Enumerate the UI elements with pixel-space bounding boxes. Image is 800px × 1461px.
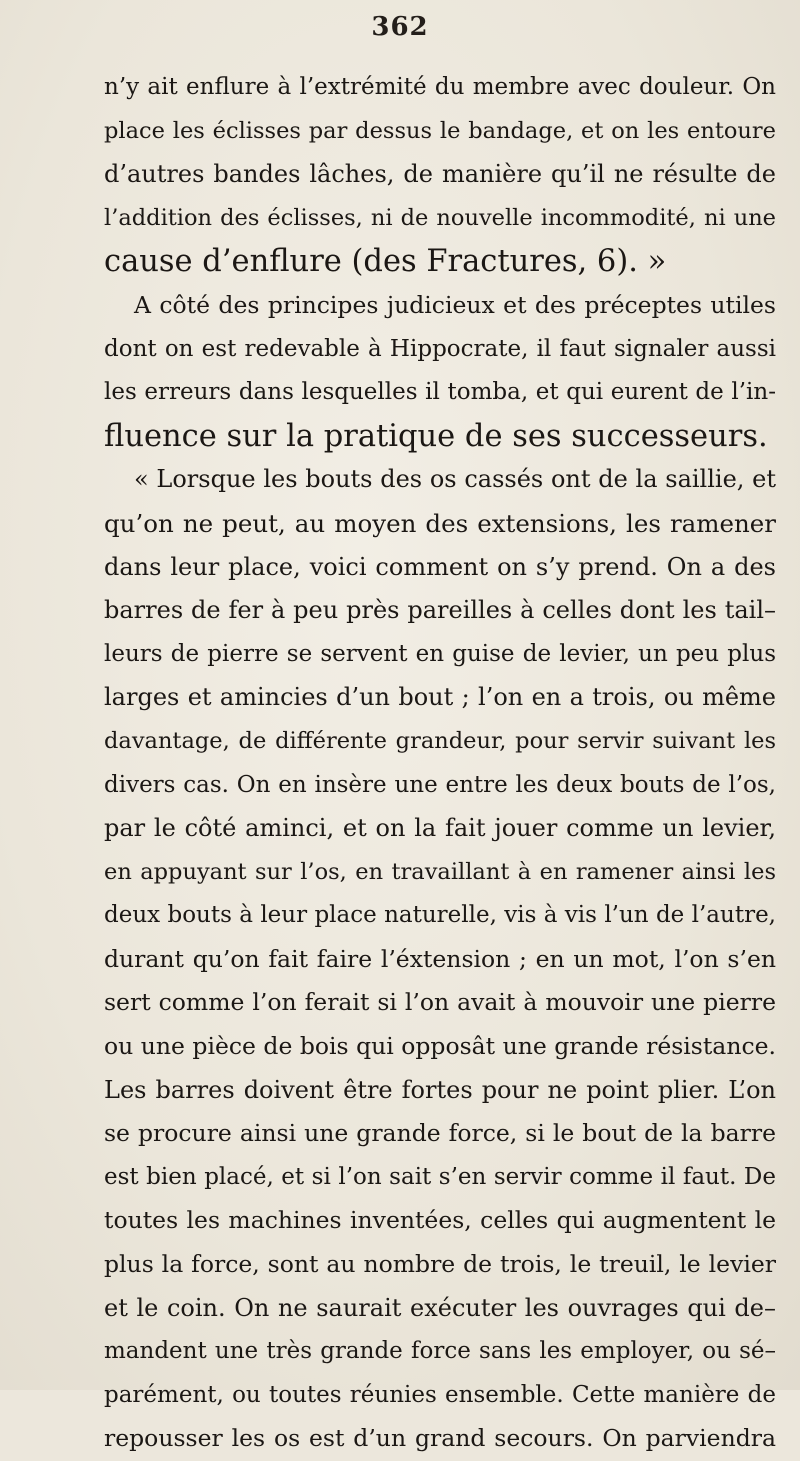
text-line: barres de fer à peu près pareilles à celles dont les tail– [104, 596, 776, 625]
text-line: fluence sur la pratique de ses successeurs. [104, 418, 768, 454]
text-line: se procure ainsi une grande force, si le bout de la barre [104, 1119, 776, 1148]
text-line: divers cas. On en insère une entre les deux bouts de l’os, [104, 771, 776, 798]
text-line: plus la force, sont au nombre de trois, le treuil, le levier [104, 1250, 776, 1279]
text-line: et le coin. On ne saurait exécuter les ouvrages qui de– [104, 1293, 776, 1322]
text-line: toutes les machines inventées, celles qui augmentent le [104, 1206, 776, 1235]
text-line: Les barres doivent être fortes pour ne point plier. L’on [104, 1075, 776, 1104]
text-line: repousser les os est d’un grand secours. On parviendra [104, 1424, 776, 1453]
page-number: 362 [371, 12, 429, 42]
text-line: par le côté aminci, et on la fait jouer comme un levier, [104, 814, 776, 843]
text-line: en appuyant sur l’os, en travaillant à en ramener ainsi les [104, 858, 776, 885]
text-line: les erreurs dans lesquelles il tomba, et qui eurent de l’in- [104, 379, 776, 406]
text-line: A côté des principes judicieux et des préceptes utiles [134, 290, 776, 319]
text-line: « Lorsque les bouts des os cassés ont de la saillie, et [134, 465, 776, 494]
text-line: n’y ait enflure à l’extrémité du membre avec douleur. On [104, 74, 776, 100]
text-line: cause d’enflure (des Fractures, 6). » [104, 244, 667, 280]
text-line: parément, ou toutes réunies ensemble. Cette manière de [104, 1381, 776, 1408]
text-line: deux bouts à leur place naturelle, vis à vis l’un de l’autre, [104, 902, 776, 929]
text-line: ou une pièce de bois qui opposât une grande résistance. [104, 1032, 776, 1061]
text-line: leurs de pierre se servent en guise de levier, un peu plus [104, 640, 776, 667]
text-line: dont on est redevable à Hippocrate, il faut signaler aussi [104, 335, 776, 362]
text-line: l’addition des éclisses, ni de nouvelle incommodité, ni une [104, 204, 776, 231]
text-line: d’autres bandes lâches, de manière qu’il ne résulte de [104, 160, 776, 189]
text-line: durant qu’on fait faire l’éxtension ; en un mot, l’on s’en [104, 944, 776, 973]
text-line: qu’on ne peut, au moyen des extensions, les ramener [104, 508, 776, 538]
body-text [104, 66, 776, 1461]
text-line: davantage, de différente grandeur, pour servir suivant les [104, 727, 776, 754]
text-line: place les éclisses par dessus le bandage, et on les entoure [104, 117, 776, 144]
text-line: larges et amincies d’un bout ; l’on en a trois, ou même [104, 683, 776, 712]
text-line: sert comme l’on ferait si l’on avait à mouvoir une pierre [104, 988, 776, 1017]
text-line: dans leur place, voici comment on s’y prend. On a des [104, 552, 776, 581]
text-line: est bien placé, et si l’on sait s’en servir comme il faut. De [104, 1163, 776, 1190]
text-line: mandent une très grande force sans les employer, ou sé– [104, 1338, 776, 1365]
